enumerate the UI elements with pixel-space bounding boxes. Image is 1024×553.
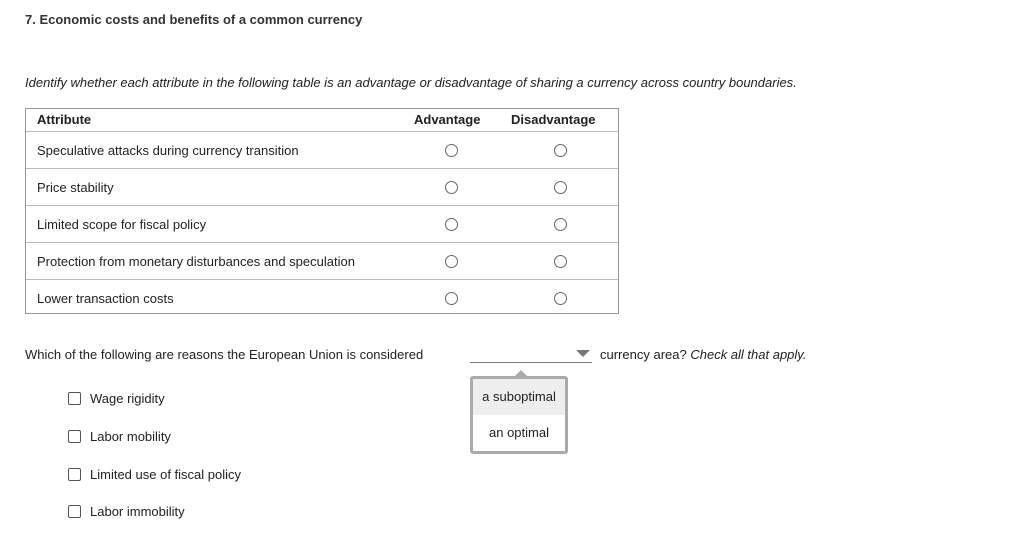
dropdown-option-optimal[interactable]: an optimal: [489, 425, 549, 440]
table-header: [26, 109, 618, 131]
checkbox-label: Limited use of fiscal policy: [90, 467, 242, 482]
question-title: 7. Economic costs and benefits of a common currency: [25, 12, 363, 27]
row-attribute-label: Limited scope for fiscal policy: [37, 217, 207, 232]
optimal-area-dropdown[interactable]: [470, 346, 592, 363]
row-attribute-label: Speculative attacks during currency transition: [37, 143, 299, 158]
disadvantage-radio[interactable]: [554, 218, 567, 231]
chevron-down-icon: [576, 350, 590, 357]
row-attribute-label: Price stability: [37, 180, 114, 195]
question2-suffix: [600, 347, 806, 362]
table-row: [26, 279, 618, 317]
row-attribute-label: Protection from monetary disturbances and speculation: [37, 254, 355, 269]
disadvantage-radio[interactable]: [554, 144, 567, 157]
disadvantage-radio[interactable]: [554, 292, 567, 305]
menu-caret-icon: [515, 370, 527, 376]
attribute-table: [25, 108, 619, 314]
labor-mobility-checkbox[interactable]: [68, 430, 81, 443]
question2-check-all: Check all that apply.: [690, 347, 807, 362]
advantage-radio[interactable]: [445, 218, 458, 231]
disadvantage-radio[interactable]: [554, 181, 567, 194]
table-row: [26, 205, 618, 243]
disadvantage-radio[interactable]: [554, 255, 567, 268]
question-instruction: Identify whether each attribute in the following table is an advantage or disadvantage of sharing a currency across country boundaries.: [25, 75, 797, 90]
advantage-radio[interactable]: [445, 292, 458, 305]
checkbox-label: Wage rigidity: [90, 391, 165, 406]
dropdown-option-suboptimal[interactable]: a suboptimal: [473, 379, 565, 415]
question2-prefix: Which of the following are reasons the European Union is considered: [25, 347, 424, 362]
advantage-radio[interactable]: [445, 255, 458, 268]
checkbox-label: Labor mobility: [90, 429, 171, 444]
row-attribute-label: Lower transaction costs: [37, 291, 174, 306]
question2-suffix-text: currency area?: [600, 347, 687, 362]
dropdown-menu: [470, 376, 568, 454]
table-row: [26, 242, 618, 280]
table-row: [26, 168, 618, 206]
header-disadvantage: Disadvantage: [511, 112, 596, 127]
wage-rigidity-checkbox[interactable]: [68, 392, 81, 405]
limited-fiscal-policy-checkbox[interactable]: [68, 468, 81, 481]
header-attribute: Attribute: [37, 112, 92, 127]
checkbox-label: Labor immobility: [90, 504, 185, 519]
header-advantage: Advantage: [414, 112, 481, 127]
advantage-radio[interactable]: [445, 144, 458, 157]
table-row: [26, 131, 618, 169]
labor-immobility-checkbox[interactable]: [68, 505, 81, 518]
advantage-radio[interactable]: [445, 181, 458, 194]
